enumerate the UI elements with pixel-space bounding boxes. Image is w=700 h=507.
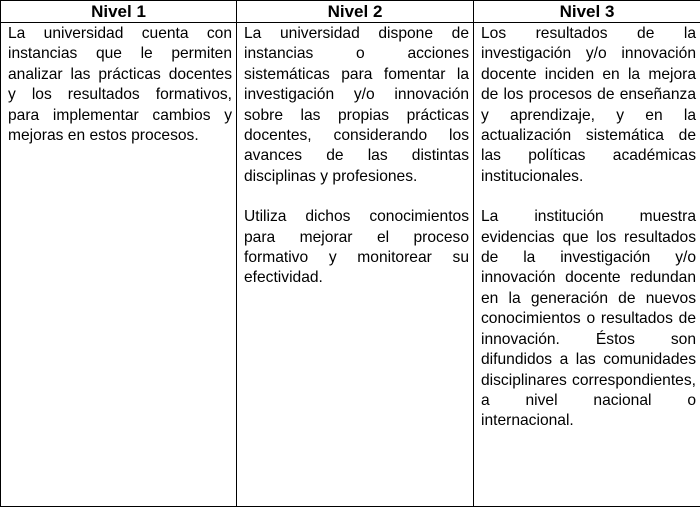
nivel-2-paragraph-1: La universidad dispone de instancias o acciones sistemáticas para fomentar la investigación y/o innovación sobre las propias prácticas docentes, considerando los avances de las distintas disciplinas y profesiones. (244, 24, 469, 187)
cell-nivel-3 (474, 23, 700, 507)
cell-nivel-1 (1, 23, 237, 507)
nivel-3-paragraph-1: Los resultados de la investigación y/o innovación docente inciden en la mejora de los procesos de enseñanza y aprendizaje, y en la actualización sistemática de las políticas académicas institucionales. (481, 24, 696, 187)
nivel-1-paragraph-1: La universidad cuenta con instancias que le permiten analizar las prácticas docentes y los resultados formativos, para implementar cambios y mejoras en estos procesos. (8, 24, 232, 146)
header-nivel-1: Nivel 1 (1, 1, 237, 23)
table-row (1, 23, 700, 507)
header-row (1, 1, 700, 23)
nivel-2-paragraph-2: Utiliza dichos conocimientos para mejorar el proceso formativo y monitorear su efectividad. (244, 207, 469, 289)
header-nivel-2: Nivel 2 (237, 1, 474, 23)
nivel-3-paragraph-2: La institución muestra evidencias que los resultados de la investigación y/o innovación docente redundan en la generación de nuevos conocimientos o resultados de innovación. Éstos son difundidos a las comunidades disciplinares correspondientes, a nivel nacional o internacional. (481, 207, 696, 431)
cell-nivel-2 (237, 23, 474, 507)
header-nivel-3: Nivel 3 (474, 1, 700, 23)
